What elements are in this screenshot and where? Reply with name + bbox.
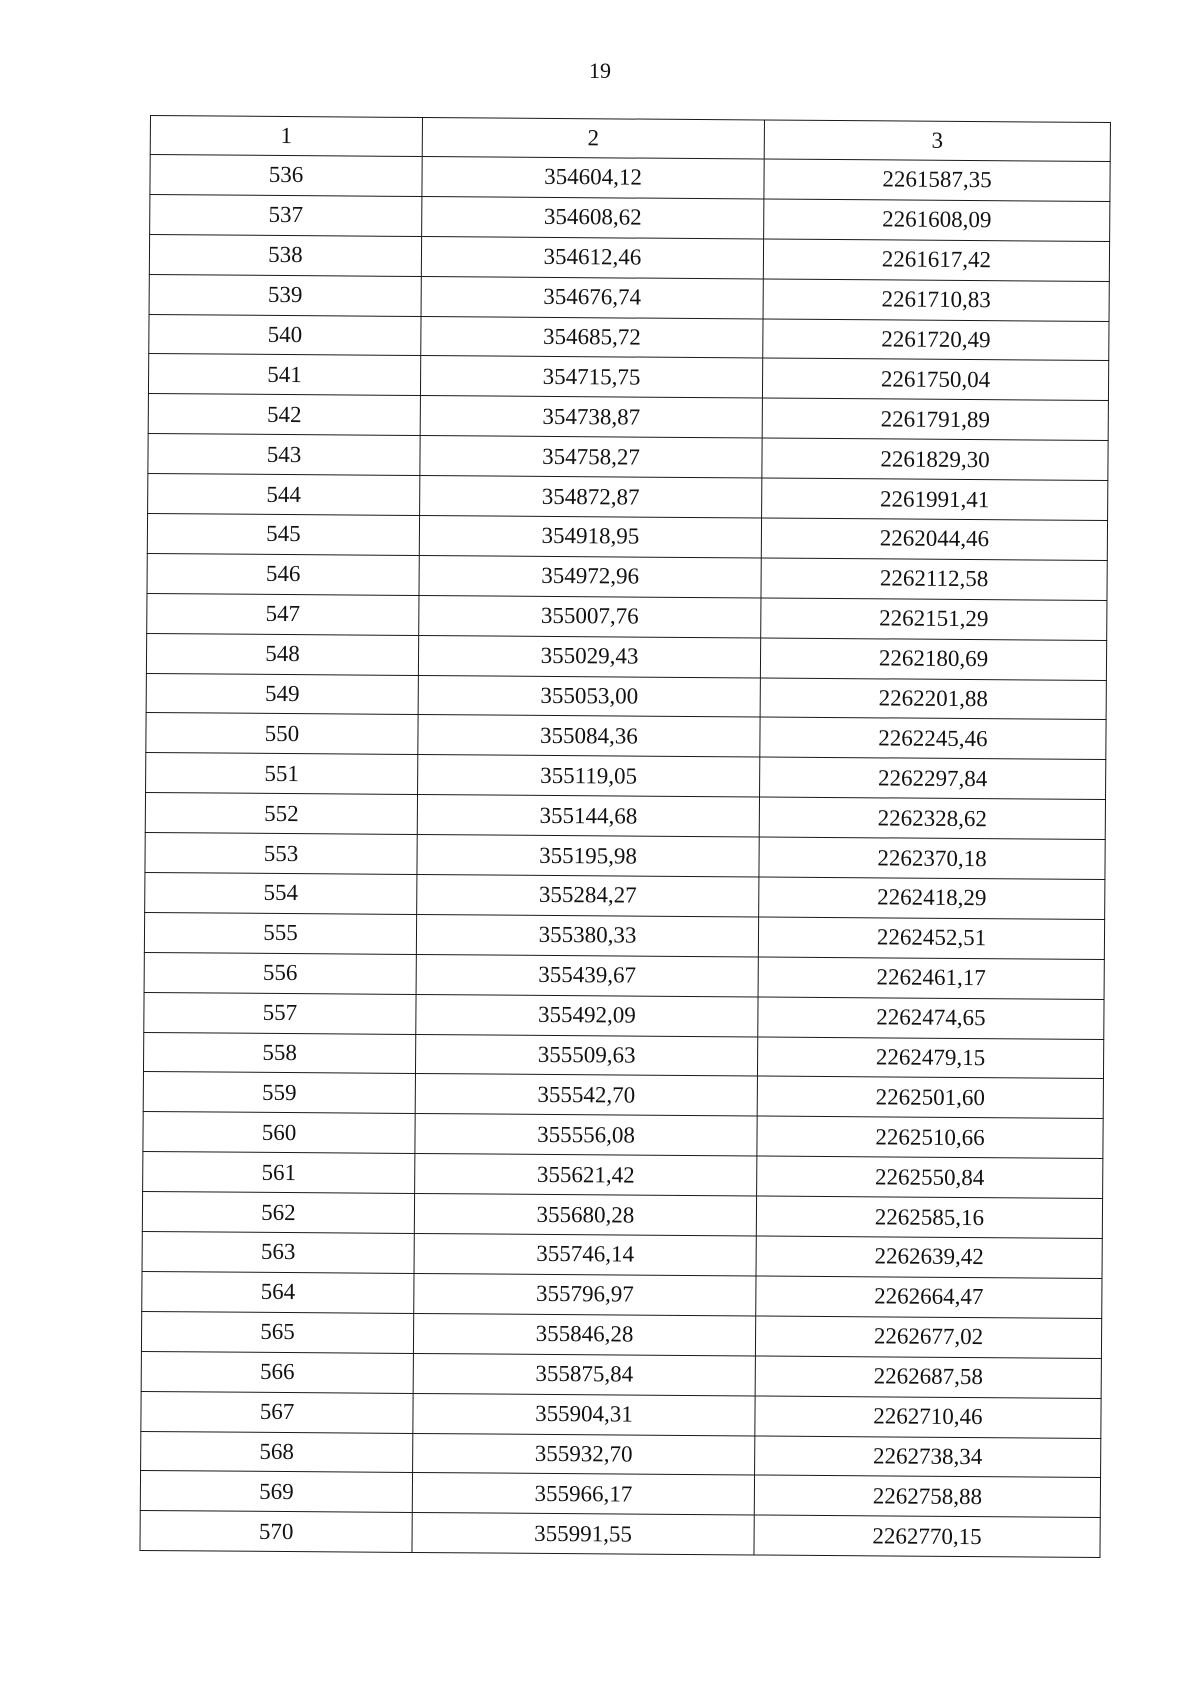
x-coordinate-cell: 354972,96 (419, 555, 761, 597)
y-coordinate-cell: 2262770,15 (754, 1515, 1100, 1557)
y-coordinate-cell: 2261587,35 (764, 159, 1110, 201)
table-row (142, 1192, 1102, 1239)
y-coordinate-cell: 2262585,16 (756, 1196, 1102, 1238)
y-coordinate-cell: 2262370,18 (759, 837, 1105, 879)
table-row (150, 155, 1110, 202)
point-number-cell: 554 (145, 873, 417, 915)
point-number-cell: 547 (147, 593, 419, 635)
point-number-cell: 564 (142, 1271, 414, 1313)
table-row (140, 1471, 1100, 1518)
x-coordinate-cell: 354918,95 (419, 516, 761, 558)
table-row (145, 833, 1105, 880)
y-coordinate-cell: 2261617,42 (763, 239, 1109, 281)
point-number-cell: 560 (143, 1112, 415, 1154)
table-row (148, 434, 1108, 481)
x-coordinate-cell: 355509,63 (415, 1034, 757, 1076)
y-coordinate-cell: 2262180,69 (760, 638, 1106, 680)
point-number-cell: 553 (145, 833, 417, 875)
y-coordinate-cell: 2262474,65 (758, 997, 1104, 1039)
y-coordinate-cell: 2262461,17 (758, 957, 1104, 999)
table-row (148, 394, 1108, 441)
point-number-cell: 567 (141, 1391, 413, 1433)
y-coordinate-cell: 2261991,41 (762, 478, 1108, 520)
x-coordinate-cell: 355621,42 (415, 1154, 757, 1196)
y-coordinate-cell: 2262479,15 (757, 1037, 1103, 1079)
point-number-cell: 561 (143, 1152, 415, 1194)
point-number-cell: 563 (142, 1232, 414, 1274)
point-number-cell: 545 (147, 514, 419, 556)
y-coordinate-cell: 2262758,88 (754, 1475, 1100, 1517)
coordinates-table-wrapper (139, 115, 1110, 1558)
table-row (141, 1431, 1101, 1478)
point-number-cell: 558 (143, 1032, 415, 1074)
y-coordinate-cell: 2261710,83 (763, 279, 1109, 321)
x-coordinate-cell: 354612,46 (421, 236, 763, 278)
x-coordinate-cell: 355932,70 (413, 1433, 755, 1475)
table-row (149, 274, 1109, 321)
y-coordinate-cell: 2262664,47 (756, 1276, 1102, 1318)
table-row (145, 793, 1105, 840)
table-row (145, 873, 1105, 920)
x-coordinate-cell: 355556,08 (415, 1114, 757, 1156)
y-coordinate-cell: 2262677,02 (755, 1316, 1101, 1358)
column-header-2: 2 (422, 117, 764, 159)
y-coordinate-cell: 2262510,66 (757, 1116, 1103, 1158)
x-coordinate-cell: 354872,87 (420, 476, 762, 518)
x-coordinate-cell: 354738,87 (420, 396, 762, 438)
point-number-cell: 536 (150, 155, 422, 197)
point-number-cell: 557 (144, 992, 416, 1034)
point-number-cell: 556 (144, 952, 416, 994)
coordinates-table (139, 115, 1111, 1558)
y-coordinate-cell: 2262151,29 (761, 598, 1107, 640)
point-number-cell: 555 (144, 912, 416, 954)
point-number-cell: 541 (148, 354, 420, 396)
column-header-3: 3 (764, 120, 1110, 162)
x-coordinate-cell: 354685,72 (421, 316, 763, 358)
x-coordinate-cell: 354604,12 (422, 156, 764, 198)
table-row (147, 553, 1107, 600)
table-row (144, 952, 1104, 999)
x-coordinate-cell: 355084,36 (418, 715, 760, 757)
point-number-cell: 543 (148, 434, 420, 476)
x-coordinate-cell: 355439,67 (416, 954, 758, 996)
page-number: 19 (589, 58, 611, 83)
table-row (141, 1391, 1101, 1438)
table-row (146, 753, 1106, 800)
x-coordinate-cell: 355119,05 (418, 755, 760, 797)
y-coordinate-cell: 2262245,46 (760, 717, 1106, 759)
x-coordinate-cell: 354676,74 (421, 276, 763, 318)
y-coordinate-cell: 2262297,84 (760, 757, 1106, 799)
point-number-cell: 565 (141, 1311, 413, 1353)
point-number-cell: 550 (146, 713, 418, 755)
point-number-cell: 546 (147, 553, 419, 595)
point-number-cell: 537 (150, 194, 422, 236)
table-row (140, 1511, 1100, 1558)
point-number-cell: 562 (142, 1192, 414, 1234)
y-coordinate-cell: 2261791,89 (762, 398, 1108, 440)
x-coordinate-cell: 355542,70 (415, 1074, 757, 1116)
table-row (141, 1311, 1101, 1358)
table-row (146, 633, 1106, 680)
table-row (148, 354, 1108, 401)
point-number-cell: 552 (145, 793, 417, 835)
x-coordinate-cell: 354608,62 (422, 196, 764, 238)
x-coordinate-cell: 355007,76 (419, 595, 761, 637)
point-number-cell: 548 (146, 633, 418, 675)
x-coordinate-cell: 355029,43 (418, 635, 760, 677)
y-coordinate-cell: 2261750,04 (762, 358, 1108, 400)
table-row (148, 474, 1108, 521)
table-row (142, 1232, 1102, 1279)
table-row (150, 194, 1110, 241)
x-coordinate-cell: 355380,33 (416, 914, 758, 956)
x-coordinate-cell: 355144,68 (417, 795, 759, 837)
point-number-cell: 559 (143, 1072, 415, 1114)
y-coordinate-cell: 2262044,46 (761, 518, 1107, 560)
x-coordinate-cell: 355284,27 (417, 875, 759, 917)
point-number-cell: 570 (140, 1511, 412, 1553)
x-coordinate-cell: 355796,97 (414, 1273, 756, 1315)
table-row (144, 912, 1104, 959)
y-coordinate-cell: 2262328,62 (759, 797, 1105, 839)
table-row (149, 314, 1109, 361)
point-number-cell: 568 (141, 1431, 413, 1473)
x-coordinate-cell: 355053,00 (418, 675, 760, 717)
x-coordinate-cell: 355195,98 (417, 835, 759, 877)
table-row (141, 1351, 1101, 1398)
y-coordinate-cell: 2262738,34 (755, 1435, 1101, 1477)
y-coordinate-cell: 2262201,88 (760, 678, 1106, 720)
y-coordinate-cell: 2261829,30 (762, 438, 1108, 480)
x-coordinate-cell: 354715,75 (420, 356, 762, 398)
table-row (146, 713, 1106, 760)
y-coordinate-cell: 2262112,58 (761, 558, 1107, 600)
x-coordinate-cell: 355904,31 (413, 1393, 755, 1435)
table-row (143, 1112, 1103, 1159)
table-row (146, 673, 1106, 720)
point-number-cell: 538 (149, 234, 421, 276)
table-body (140, 155, 1110, 1558)
y-coordinate-cell: 2262418,29 (759, 877, 1105, 919)
point-number-cell: 539 (149, 274, 421, 316)
table-row (142, 1271, 1102, 1318)
table-row (143, 1032, 1103, 1079)
table-row (149, 234, 1109, 281)
y-coordinate-cell: 2262550,84 (757, 1156, 1103, 1198)
table-row (143, 1072, 1103, 1119)
table-row (147, 514, 1107, 561)
x-coordinate-cell: 355991,55 (412, 1513, 754, 1555)
x-coordinate-cell: 355492,09 (416, 994, 758, 1036)
y-coordinate-cell: 2262452,51 (758, 917, 1104, 959)
point-number-cell: 540 (149, 314, 421, 356)
point-number-cell: 544 (148, 474, 420, 516)
point-number-cell: 566 (141, 1351, 413, 1393)
x-coordinate-cell: 355875,84 (413, 1353, 755, 1395)
x-coordinate-cell: 355746,14 (414, 1234, 756, 1276)
x-coordinate-cell: 355966,17 (412, 1473, 754, 1515)
point-number-cell: 569 (140, 1471, 412, 1513)
x-coordinate-cell: 355680,28 (414, 1194, 756, 1236)
y-coordinate-cell: 2261608,09 (764, 199, 1110, 241)
table-row (144, 992, 1104, 1039)
table-row (147, 593, 1107, 640)
point-number-cell: 542 (148, 394, 420, 436)
table-row (143, 1152, 1103, 1199)
x-coordinate-cell: 355846,28 (413, 1313, 755, 1355)
y-coordinate-cell: 2261720,49 (763, 319, 1109, 361)
point-number-cell: 551 (146, 753, 418, 795)
y-coordinate-cell: 2262710,46 (755, 1396, 1101, 1438)
column-header-1: 1 (150, 116, 422, 157)
point-number-cell: 549 (146, 673, 418, 715)
y-coordinate-cell: 2262639,42 (756, 1236, 1102, 1278)
y-coordinate-cell: 2262501,60 (757, 1076, 1103, 1118)
x-coordinate-cell: 354758,27 (420, 436, 762, 478)
y-coordinate-cell: 2262687,58 (755, 1356, 1101, 1398)
